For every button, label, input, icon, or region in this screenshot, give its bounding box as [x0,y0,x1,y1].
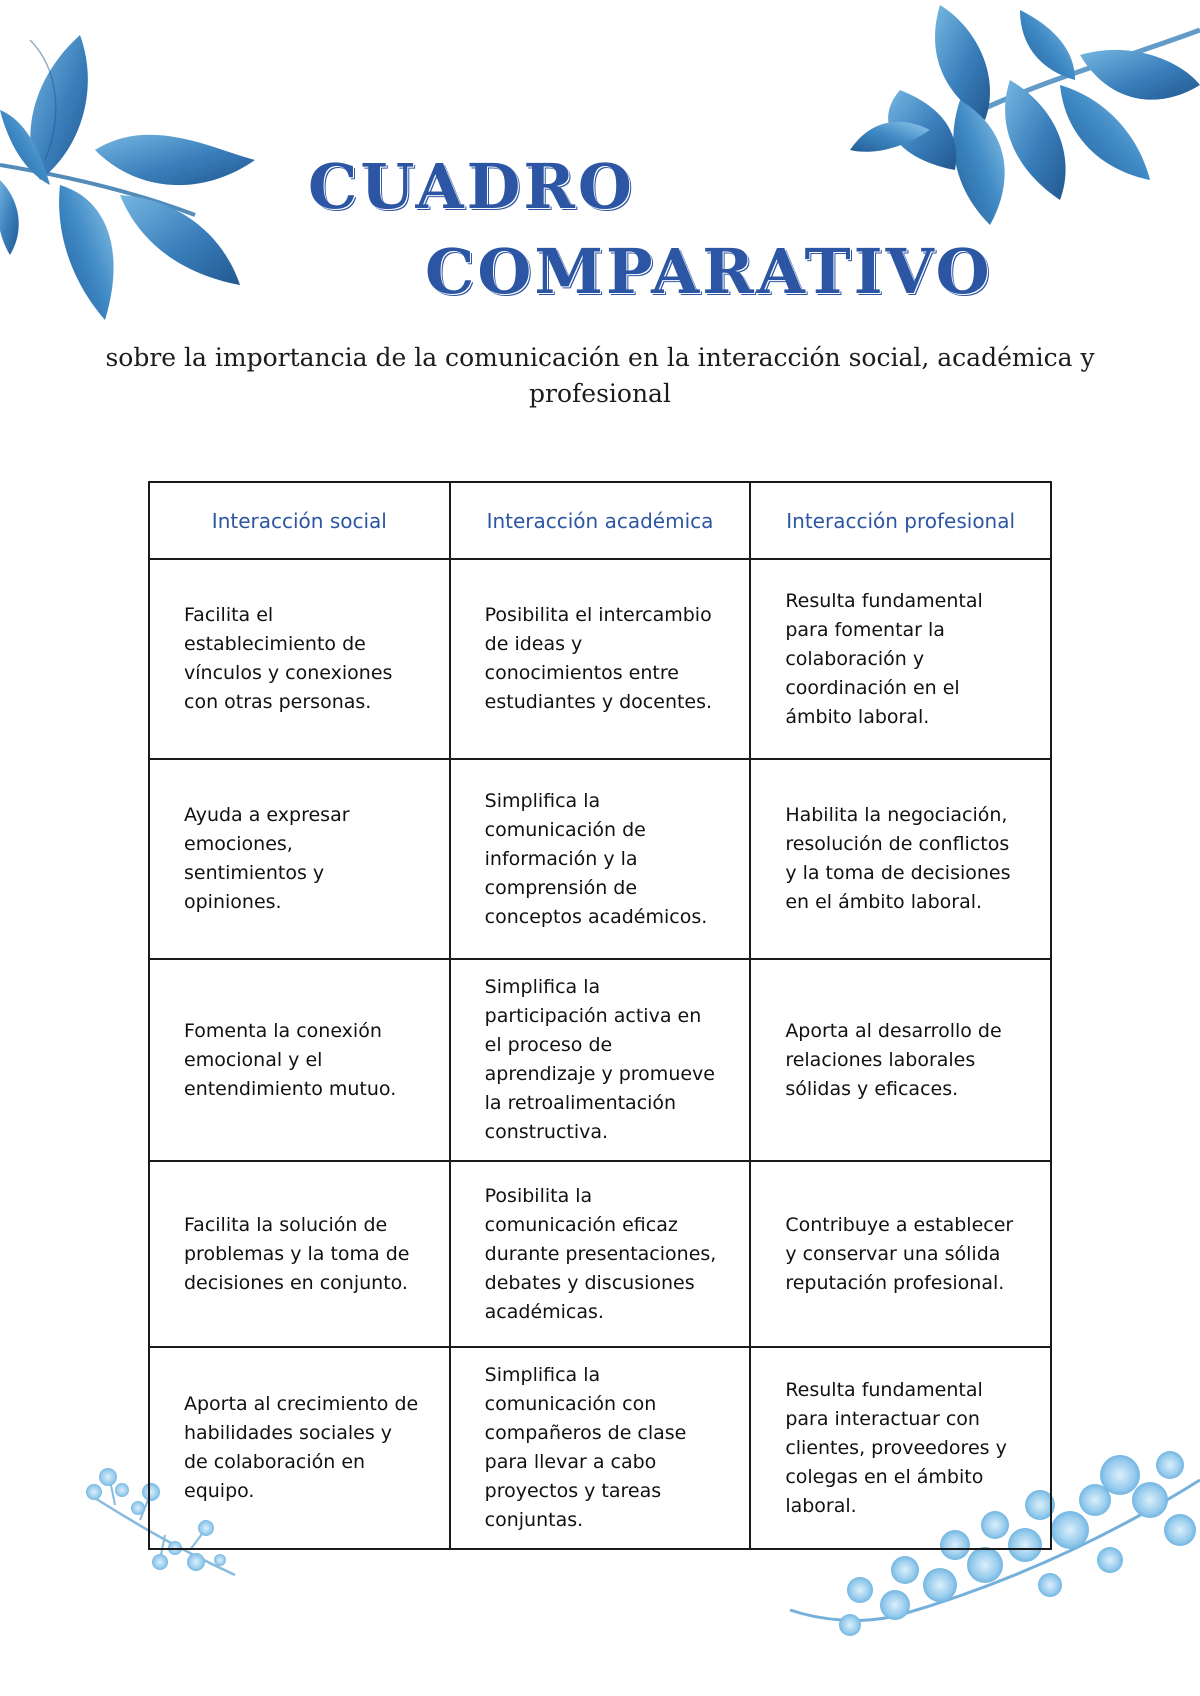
cell-text: Contribuye a establecer y conservar una sólida reputación profesional. [785,1213,1014,1294]
table-row [149,959,1051,1161]
title-line-1: CUADRO [308,150,635,223]
table-row [149,1161,1051,1347]
table-row [149,559,1051,759]
cell-text: Facilita la solución de problemas y la toma de decisiones en conjunto. [184,1213,410,1294]
table-cell [450,759,751,959]
table-cell [450,559,751,759]
table-cell [750,959,1051,1161]
table-cell [149,559,450,759]
cell-text: Ayuda a expresar emociones, sentimientos y opiniones. [184,804,350,913]
table-row [149,1347,1051,1549]
table-cell [149,959,450,1161]
cell-text: Posibilita la comunicación eficaz durante presentaciones, debates y discusiones académicas. [484,1184,717,1323]
table-cell [149,759,450,959]
cell-text: Simplifica la participación activa en el proceso de aprendizaje y promueve la retroalimentación constructiva. [484,976,715,1143]
cell-text: Simplifica la comunicación de información y la comprensión de conceptos académicos. [484,789,708,928]
cell-text: Simplifica la comunicación con compañeros de clase para llevar a cabo proyectos y tareas conjuntas. [484,1364,687,1531]
cell-text: Fomenta la conexión emocional y el entendimiento mutuo. [184,1019,397,1100]
cell-text: Resulta fundamental para interactuar con clientes, proveedores y colegas en el ámbito laboral. [785,1378,1007,1517]
table-cell [750,759,1051,959]
table-cell [450,1161,751,1347]
table-cell [149,1161,450,1347]
header-academic: Interacción académica [450,482,751,559]
header-professional: Interacción profesional [750,482,1051,559]
cell-text: Aporta al crecimiento de habilidades sociales y de colaboración en equipo. [184,1393,419,1502]
title-line-2: COMPARATIVO [425,235,993,308]
cell-text: Aporta al desarrollo de relaciones laborales sólidas y eficaces. [785,1019,1002,1100]
cell-text: Posibilita el intercambio de ideas y conocimientos entre estudiantes y docentes. [484,604,713,713]
header-social: Interacción social [149,482,450,559]
subtitle: sobre la importancia de la comunicación en la interacción social, académica y profesional [105,343,1095,408]
table-cell [750,559,1051,759]
cell-text: Facilita el establecimiento de vínculos y conexiones con otras personas. [184,604,393,713]
table-cell [750,1161,1051,1347]
table-row [149,759,1051,959]
table-cell [750,1347,1051,1549]
cell-text: Resulta fundamental para fomentar la colaboración y coordinación en el ámbito laboral. [785,589,983,728]
table-cell [149,1347,450,1549]
comparison-table [148,481,1052,1550]
top-left-leaf-branch-icon [0,35,255,320]
table-cell [450,1347,751,1549]
cell-text: Habilita la negociación, resolución de conflictos y la toma de decisiones en el ámbito laboral. [785,804,1011,913]
top-right-leaf-branch-icon [850,5,1200,225]
table-header-row [149,482,1051,559]
table-cell [450,959,751,1161]
